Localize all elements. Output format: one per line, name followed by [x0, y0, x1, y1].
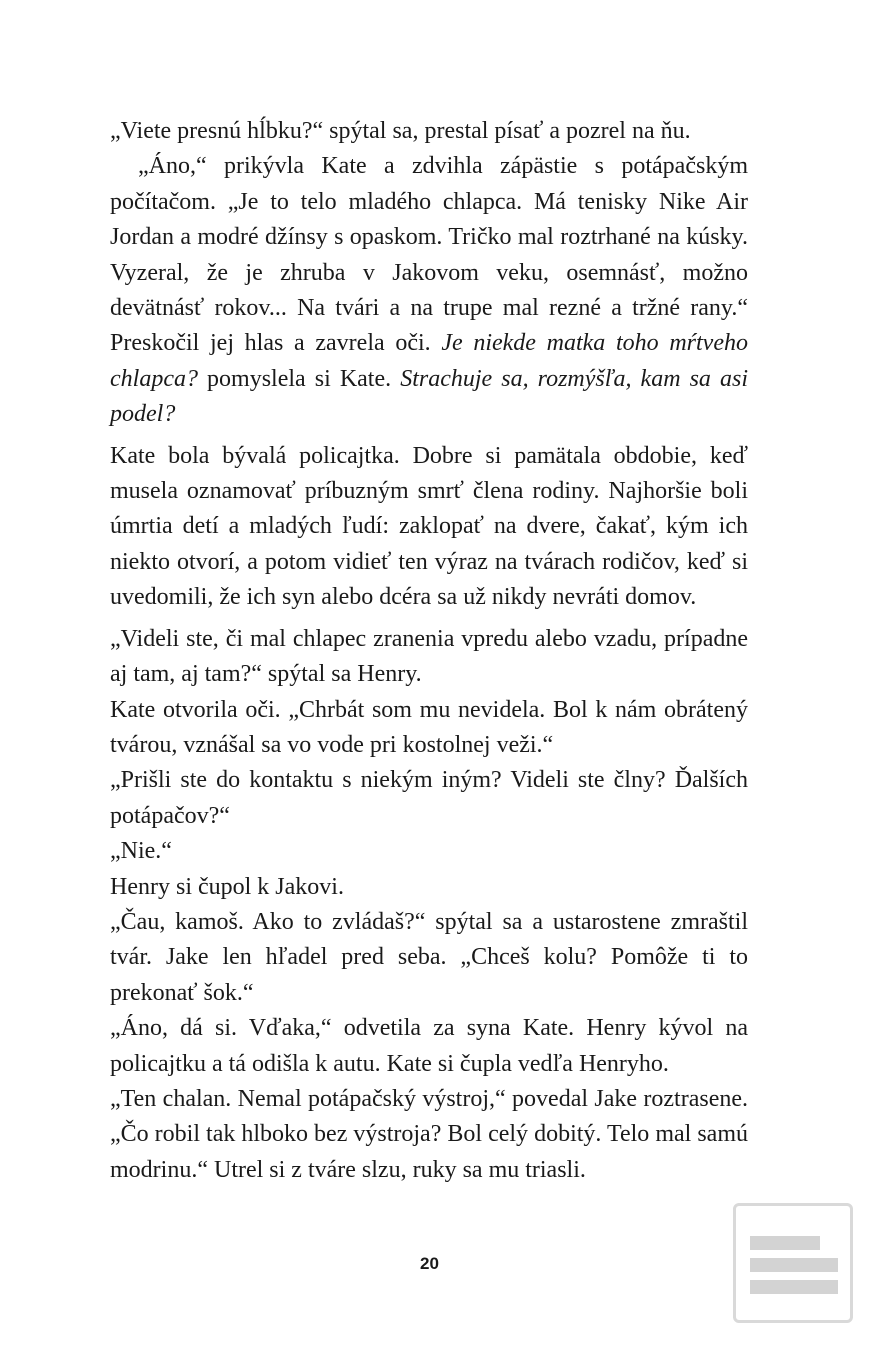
- paragraph: „Áno, dá si. Vďaka,“ odvetila za syna Kate. Henry kývol na policajtku a tá odišla k autu. Kate si čupla vedľa Henryho.: [110, 1015, 748, 1077]
- paragraph: „Čau, kamoš. Ako to zvládaš?“ spýtal sa a ustarostene zmraštil tvár. Jake len hľadel pred seba. „Chceš kolu? Pomôže ti to prekonať šok.“: [110, 908, 748, 1006]
- paragraph: „Nie.“: [110, 838, 172, 865]
- paragraph: „Ten chalan. Nemal potápačský výstroj,“ povedal Jake roztrasene. „Čo robil tak hlboko bez výstroja? Bol celý dobitý. Telo mal samú modrinu.“ Utrel si z tváre slzu, ruky sa mu triasli.: [110, 1085, 748, 1183]
- paragraph: „Prišli ste do kontaktu s niekým iným? Videli ste člny? Ďalších potápačov?“: [110, 767, 748, 829]
- paragraph: Kate otvorila oči. „Chrbát som mu nevidela. Bol k nám obrátený tvárou, vznášal sa vo vode pri kostolnej veži.“: [110, 696, 748, 758]
- paragraph: Henry si čupol k Jakovi.: [110, 873, 344, 900]
- italic-thought: Je niekde matka toho mŕtveho chlapca?: [110, 330, 748, 392]
- page-body-text: [110, 114, 748, 1188]
- paragraph: Kate bola bývalá policajtka. Dobre si pamätala obdobie, keď musela oznamovať príbuzným smrť člena rodiny. Najhoršie boli úmrtia detí a mladých ľudí: zaklopať na dvere, čakať, kým ich niekto otvorí, a potom vidieť ten výraz na tvárach rodičov, keď si uvedomili, že ich syn alebo dcéra sa už nikdy nevráti domov.: [110, 442, 748, 611]
- page-number: 20: [420, 1254, 439, 1273]
- document-icon: [733, 1203, 853, 1323]
- paragraph: „Áno,“ prikývla Kate a zdvihla zápästie s potápačským počítačom. „Je to telo mladého chlapca. Má tenisky Nike Air Jordan a modré džínsy s opaskom. Tričko mal roztrhané na kúsky. Vyzeral, že je zhruba v Jakovom veku, osemnásť, možno devätnásť rokov... Na tvári a na trupe mal rezné a tržné rany.“ Preskočil jej hlas a zavrela oči. Je niekde matka toho mŕtveho chlapca? pomyslela si Kate. Strachuje sa, rozmýšľa, kam sa asi podel?: [110, 153, 749, 428]
- paragraph: „Viete presnú hĺbku?“ spýtal sa, prestal písať a pozrel na ňu.: [110, 118, 691, 144]
- paragraph: „Videli ste, či mal chlapec zranenia vpredu alebo vzadu, prípadne aj tam, aj tam?“ spýtal sa Henry.: [110, 625, 748, 688]
- italic-thought: Strachuje sa, rozmýšľa, kam sa asi podel?: [110, 365, 749, 428]
